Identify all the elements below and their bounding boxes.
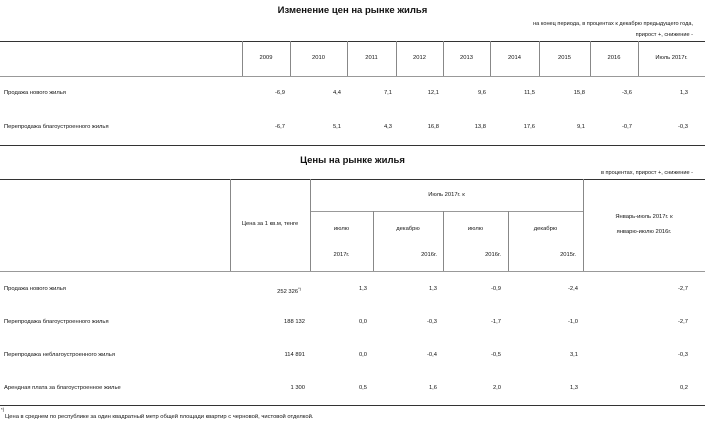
table2-subheader-top: декабрю	[396, 226, 420, 232]
table2-row-label: Арендная плата за благоустроенное жилье	[4, 385, 121, 391]
table1-cell: 4,3	[383, 124, 392, 130]
table1-cell: 12,1	[427, 90, 439, 96]
table2-col-divider	[373, 211, 374, 271]
table1-row-label: Перепродажа благоустроенного жилья	[4, 124, 109, 130]
table2-group-border	[310, 211, 583, 212]
table1-cell: 16,8	[427, 124, 439, 130]
table1-row-label: Продажа нового жилья	[4, 90, 66, 96]
table2-price: 188 132	[284, 319, 305, 325]
table2-subheader-top: июлю	[467, 226, 484, 232]
table2-header-price: Цена за 1 кв.м, тенге	[241, 221, 299, 227]
table1-cell: -6,7	[275, 124, 285, 130]
table1-col-header: 2012	[413, 55, 426, 61]
table1-col-header: 2015	[558, 55, 571, 61]
table2-col-divider	[583, 179, 584, 271]
table1-cell: -6,9	[275, 90, 285, 96]
table2-subheader-bottom: 2016г.	[485, 252, 501, 258]
table2-col-divider	[508, 211, 509, 271]
table2-subheader-bottom: 2015г.	[560, 252, 576, 258]
table2-header-last-line1: Январь-июль 2017г. к	[615, 214, 673, 220]
table2-row-label: Перепродажа неблагоустроенного жилья	[4, 352, 115, 358]
table1-cell: 5,1	[332, 124, 341, 130]
table2-cell: 0,0	[358, 319, 367, 325]
table2-cell: -2,7	[678, 286, 688, 292]
table1-cell: 17,6	[523, 124, 535, 130]
table2-note: в процентах, прирост +, снижение -	[600, 170, 693, 176]
table2-cell: 0,2	[679, 385, 688, 391]
table1-bottom-border	[0, 145, 705, 146]
table2-cell: -1,0	[568, 319, 578, 325]
table2-cell: -2,4	[568, 286, 578, 292]
table2-subheader-bottom: 2017г.	[333, 252, 350, 258]
table1-col-header: 2013	[460, 55, 473, 61]
table2-price: 1 300	[290, 385, 305, 391]
table2-subheader-top: июлю	[333, 226, 350, 232]
table2-bottom-border	[0, 405, 705, 406]
table2-top-border	[0, 179, 705, 180]
table1-col-header: Июль 2017г.	[655, 55, 688, 61]
table1-top-border	[0, 41, 705, 42]
table2-cell: 1,3	[569, 385, 578, 391]
table2-cell: -2,7	[678, 319, 688, 325]
table2-row-label: Продажа нового жилья	[4, 286, 66, 292]
table2-header-last-line2: январю-июлю 2016г.	[616, 229, 672, 235]
table2-subheader-bottom: 2016г.	[421, 252, 437, 258]
footnote-mark: *)	[298, 286, 301, 291]
table1-cell: 4,4	[332, 90, 341, 96]
table2-cell: -0,5	[491, 352, 501, 358]
table2-col-divider	[443, 211, 444, 271]
table1-cell: 9,1	[576, 124, 585, 130]
table1-col-header: 2016	[607, 55, 621, 61]
table2-price-value: 252 326	[277, 288, 299, 295]
table1-cell: 11,5	[524, 90, 535, 96]
table2-cell: 3,1	[569, 352, 578, 358]
table2-price: 114 891	[284, 352, 305, 358]
table2-cell: 0,0	[358, 352, 367, 358]
table1-cell: 13,8	[474, 124, 486, 130]
table1-col-header: 2011	[365, 55, 378, 61]
table1-col-header: 2009	[259, 55, 273, 61]
table1-note-line1: на конец периода, в процентах к декабрю предыдущего года,	[533, 21, 693, 27]
table2-cell: -0,3	[427, 319, 437, 325]
table1-col-header: 2010	[312, 55, 325, 61]
table2-cell: 2,0	[492, 385, 501, 391]
table2-cell: -1,7	[491, 319, 501, 325]
table1-cell: -0,3	[678, 124, 688, 130]
table2-cell: 1,6	[428, 385, 437, 391]
table2-cell: -0,9	[491, 286, 501, 292]
table1-header-border	[0, 76, 705, 77]
table2-price	[230, 286, 301, 295]
table2-cell: 0,5	[358, 385, 367, 391]
table1-cell: 1,3	[679, 90, 688, 96]
table1-cell: -3,6	[622, 90, 632, 96]
table2-header-border	[0, 271, 705, 272]
footnote-text: Цена в среднем по республике за один квадратный метр общей площади квартир с черновой, чистовой отделкой.	[5, 414, 314, 420]
table2-header-group: Июль 2017г. к	[428, 192, 465, 198]
table2-subheader-top: декабрю	[533, 226, 558, 232]
table2-cell: -0,4	[427, 352, 437, 358]
table1-note-line2: прирост +, снижение -	[635, 32, 693, 38]
table1-cell: -0,7	[622, 124, 632, 130]
table1-cell: 9,6	[477, 90, 486, 96]
table1-col-header: 2014	[508, 55, 521, 61]
table1-cell: 15,8	[573, 90, 585, 96]
table2-row-label: Перепродажа благоустроенного жилья	[4, 319, 109, 325]
table1-title: Изменение цен на рынке жилья	[277, 5, 428, 16]
table2-cell: -0,3	[678, 352, 688, 358]
table2-cell: 1,3	[428, 286, 437, 292]
table1-cell: 7,1	[383, 90, 392, 96]
table2-cell: 1,3	[358, 286, 367, 292]
footnote-mark: *)	[1, 407, 5, 412]
table2-title: Цены на рынке жилья	[300, 155, 405, 166]
